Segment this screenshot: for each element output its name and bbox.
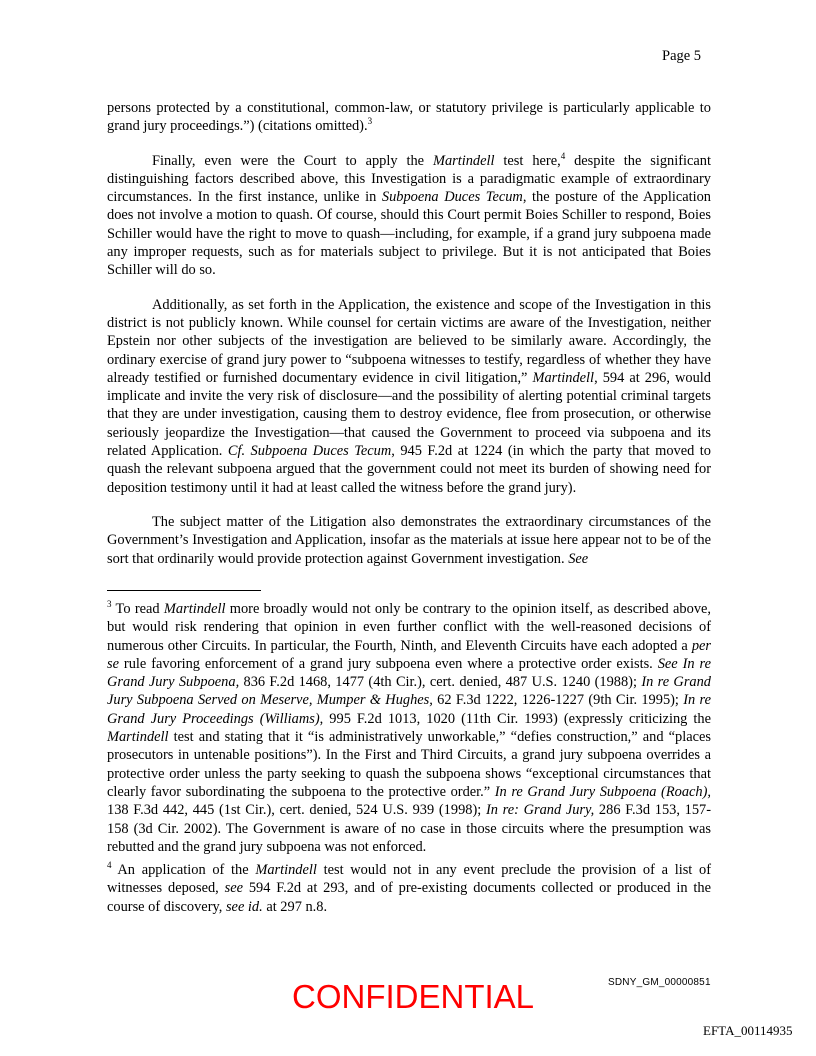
text-run: To read bbox=[111, 601, 164, 617]
text-run: test and stating that it “is administratively unworkable,” “defies construction,” and “places prosecutors in untenable positions”). In the First and Third Circuits, a grand jury subpoena overrides a protective order unless the party seeking to quash the subpoena shows “exceptional circumstances that clearly favor subordinating the subpoena to the protective order.” bbox=[107, 729, 711, 800]
text-run: at 297 n.8. bbox=[262, 898, 328, 915]
text-run: 286 F.3d 153, 157-158 (3d Cir. 2002). The Government is aware of no case in those circuits where the presumption was rebutted and the grand jury subpoena was not enforced. bbox=[107, 802, 711, 855]
italic-text: Martindell bbox=[432, 152, 495, 169]
body-text bbox=[107, 99, 711, 584]
italic-text: Martindell bbox=[107, 729, 169, 746]
italic-text: see id. bbox=[225, 898, 263, 915]
text-run: rule favoring enforcement of a grand jury subpoena even where a protective order exists. bbox=[119, 655, 658, 672]
confidential-stamp: CONFIDENTIAL bbox=[292, 978, 535, 1015]
text-run: Additionally, as set forth in the Application, the existence and scope of the Investigation in this district is not publicly known. While counsel for certain victims are aware of the Investigation, neither Epstein nor other subjects of the investigation are believed to be similarly aware. Accordingly, the ordinary exercise of grand jury power to “subpoena witnesses to testify, regardless of whether they have already testified or furnished documentary evidence in civil litigation,” bbox=[107, 296, 711, 386]
text-run: The subject matter of the Litigation also demonstrates the extraordinary circumstances of the Government’s Investigation and Application, insofar as the materials at issue here appear not to be of the sort that ordinarily would provide protection against Government investigation. bbox=[107, 513, 711, 567]
footnote-3 bbox=[107, 600, 711, 856]
page-number: Page 5 bbox=[662, 48, 702, 64]
text-run: 62 F.3d 1222, 1226-1227 (9th Cir. 1995); bbox=[432, 692, 684, 709]
footnote-4 bbox=[107, 861, 711, 916]
text-run: , 945 F.2d at 1224 (in which the party that moved to quash the relevant subpoena argued that the government could not meet its burden of showing need for deposition testimony until it had at least called the witness before the grand jury). bbox=[107, 443, 711, 496]
text-run: 594 F.2d at 293, and of pre-existing documents collected or produced in the course of discovery, bbox=[107, 880, 712, 915]
text-run: persons protected by a constitutional, common-law, or statutory privilege is particularly applicable to grand jury proceedings.”) (citations omitted). bbox=[107, 100, 711, 135]
italic-text: See bbox=[568, 550, 589, 567]
footnote-marker: 4 bbox=[107, 860, 112, 871]
text-run: An application of the bbox=[111, 862, 256, 879]
text-run: , 594 at 296, would implicate and invite the very risk of disclosure—and the possibility of alerting potential criminal targets that they are under investigation, causing them to destroy evidence, flee from prosecution, or otherwise seriously jeopardize the Investigation—that caused the Government to proceed via subpoena and its related Application. bbox=[107, 369, 712, 460]
paragraph-investigation-scope bbox=[107, 296, 711, 497]
text-run: test here, bbox=[494, 152, 561, 169]
footnote-marker: 3 bbox=[367, 116, 373, 127]
text-run: more broadly would not only be contrary to the opinion itself, as described above, but would risk rendering that opinion in even further conflict with the well-reasoned decisions of numerous other Circuits. In particular, the Fourth, Ninth, and Eleventh Circuits have each adopted a bbox=[107, 601, 712, 654]
italic-text: Cf. Subpoena Duces Tecum bbox=[227, 443, 392, 460]
text-run: , 995 F.2d 1013, 1020 (11th Cir. 1993) (expressly criticizing the bbox=[319, 710, 711, 727]
italic-text: Martindell bbox=[255, 862, 317, 879]
italic-text: In re Grand Jury Subpoena Served on Meserve, Mumper & Hughes, bbox=[107, 674, 711, 709]
paragraph-martindell-test bbox=[107, 152, 711, 280]
footnote-marker: 4 bbox=[560, 150, 566, 161]
italic-text: Martindell bbox=[163, 601, 226, 617]
italic-text: See In re Grand Jury Subpoena, bbox=[107, 655, 711, 691]
footnote-divider bbox=[107, 590, 261, 591]
italic-text: see bbox=[224, 880, 243, 897]
italic-text: Martindell bbox=[532, 369, 595, 386]
bates-number: SDNY_GM_00000851 bbox=[608, 977, 711, 988]
paragraph-continuation bbox=[107, 99, 711, 136]
footnotes bbox=[107, 600, 711, 921]
paragraph-litigation-subject bbox=[107, 513, 711, 568]
italic-text: In re Grand Jury Subpoena (Roach), bbox=[494, 783, 712, 800]
italic-text: Subpoena Duces Tecum bbox=[381, 189, 523, 206]
text-run: 138 F.3d 442, 445 (1st Cir.), cert. denied, 524 U.S. 939 (1998); bbox=[107, 802, 486, 819]
italic-text: In re Grand Jury Proceedings (Williams) bbox=[107, 692, 711, 727]
italic-text: per se bbox=[107, 637, 711, 672]
text-run: , the posture of the Application does not involve a motion to quash. Of course, should this Court permit Boies Schiller to respond, Boies Schiller would have the right to move to quash—including, for example, if a grand jury subpoena made any improper requests, such as for materials subject to privilege. But it is not anticipated that Boies Schiller will do so. bbox=[107, 189, 711, 279]
text-run: despite the significant distinguishing factors described above, this Investigation is a paradigmatic example of extraordinary circumstances. In the first instance, unlike in bbox=[107, 152, 712, 206]
text-run: test would not in any event preclude the provision of a list of witnesses deposed, bbox=[107, 862, 711, 897]
footnote-marker: 3 bbox=[107, 599, 112, 610]
italic-text: In re: Grand Jury, bbox=[485, 802, 595, 819]
text-run: Finally, even were the Court to apply the bbox=[152, 152, 433, 169]
efta-number: EFTA_00114935 bbox=[703, 1023, 793, 1038]
text-run: 836 F.2d 1468, 1477 (4th Cir.), cert. denied, 487 U.S. 1240 (1988); bbox=[239, 674, 642, 691]
